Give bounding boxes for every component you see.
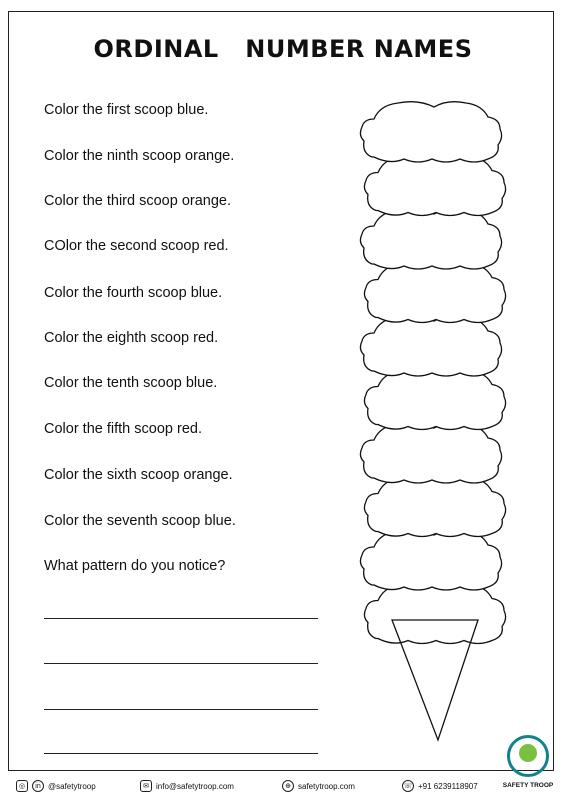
logo-figure-icon [519, 744, 537, 762]
ice-cream-scoop-1[interactable] [360, 102, 501, 162]
instruction-6: Color the eighth scoop red. [44, 330, 219, 346]
footer [0, 775, 566, 800]
instruction-3: Color the third scoop orange. [44, 193, 231, 209]
email-icon: ✉ [140, 780, 152, 792]
ice-cream-scoop-3[interactable] [360, 209, 501, 269]
instruction-5: Color the fourth scoop blue. [44, 285, 223, 301]
footer-website-text: safetytroop.com [298, 781, 355, 791]
answer-line-1[interactable] [44, 618, 318, 619]
footer-website[interactable] [282, 780, 355, 792]
answer-line-3[interactable] [44, 709, 318, 710]
instruction-7: Color the tenth scoop blue. [44, 375, 218, 391]
ice-cream-scoop-5[interactable] [360, 316, 501, 376]
ice-cream-cone-illustration [350, 95, 530, 745]
instruction-9: Color the sixth scoop orange. [44, 467, 233, 483]
instagram-icon: ◎ [16, 780, 28, 792]
instruction-8: Color the fifth scoop red. [44, 421, 202, 437]
footer-phone[interactable] [402, 780, 478, 792]
phone-icon: ☏ [402, 780, 414, 792]
footer-social-text: @safetytroop [48, 781, 96, 791]
page-title: ORDINAL NUMBER NAMES [93, 35, 473, 63]
instruction-2: Color the ninth scoop orange. [44, 148, 235, 164]
instruction-1: Color the first scoop blue. [44, 102, 209, 118]
ice-cream-scoop-7[interactable] [360, 423, 501, 483]
instruction-4: COlor the second scoop red. [44, 238, 229, 254]
answer-line-4[interactable] [44, 753, 318, 754]
ice-cream-scoop-2[interactable] [364, 155, 505, 215]
footer-social[interactable] [16, 780, 96, 792]
pattern-question: What pattern do you notice? [44, 558, 226, 574]
ice-cream-scoop-9[interactable] [360, 530, 501, 590]
instruction-10: Color the seventh scoop blue. [44, 513, 236, 529]
scoop-stack [360, 102, 505, 644]
safety-troop-logo [495, 735, 561, 797]
globe-icon: ⊕ [282, 780, 294, 792]
linkedin-icon: in [32, 780, 44, 792]
ice-cream-scoop-4[interactable] [364, 262, 505, 322]
answer-line-2[interactable] [44, 663, 318, 664]
logo-text: SAFETY TROOP [502, 782, 554, 789]
ice-cream-scoop-6[interactable] [364, 369, 505, 429]
ice-cream-scoop-10[interactable] [364, 583, 505, 643]
ice-cream-scoop-8[interactable] [364, 476, 505, 536]
footer-phone-text: +91 6239118907 [418, 781, 478, 791]
footer-email[interactable] [140, 780, 234, 792]
footer-email-text: info@safetytroop.com [156, 781, 234, 791]
